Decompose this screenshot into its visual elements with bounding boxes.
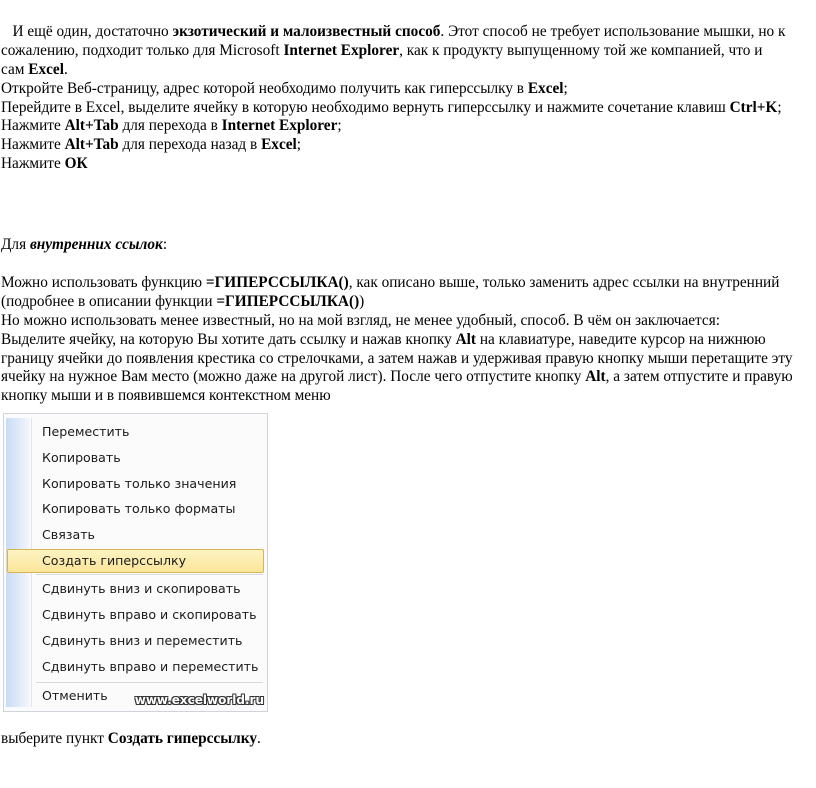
text-line (1, 350, 811, 369)
text: сожалению, подходит только для Microsoft (1, 41, 284, 59)
menu-item[interactable]: Копировать только значения (42, 476, 237, 491)
bold-text: Alt+Tab (64, 117, 119, 135)
bold-text: внутренних ссылок (29, 236, 163, 253)
text: Для (1, 236, 30, 253)
text: Откройте Веб-страницу, адрес которой необходимо получить как гиперссылку в (1, 79, 528, 97)
text: Нажмите (1, 155, 65, 173)
text: : (162, 236, 168, 253)
text-line (1, 730, 811, 749)
text: для перехода в (118, 117, 222, 135)
text: Перейдите в Excel, выделите ячейку в которую необходимо вернуть гиперссылку и нажмите сочетание клавиш (1, 98, 730, 116)
text-line (1, 312, 811, 331)
text-line (1, 80, 811, 99)
bold-text: Excel (28, 60, 64, 78)
text-line (1, 61, 811, 80)
text-line (1, 387, 811, 406)
text: И ещё один, достаточно (1, 23, 173, 40)
text: Нажмите (1, 117, 65, 135)
text: Нажмите (1, 136, 65, 154)
final-instruction (1, 730, 811, 749)
bold-text: Excel (527, 79, 564, 97)
text-line (1, 23, 811, 42)
text: Выделите ячейку, на которую Вы хотите дать ссылку и нажав кнопку (1, 330, 456, 348)
text: ячейку на нужное Вам место (можно даже на другой лист). После чего отпустите кнопку (1, 368, 586, 386)
internal-links-heading (1, 236, 811, 255)
text: выберите пункт (1, 730, 108, 747)
bold-text: Ctrl+K (729, 98, 778, 116)
text: . Этот способ не требует использование мышки, но к (440, 23, 786, 40)
menu-item[interactable]: Сдвинуть вправо и переместить (42, 659, 259, 674)
text: Можно использовать функцию (1, 274, 206, 291)
bold-text: Alt (585, 368, 606, 386)
bold-text: Alt (455, 330, 477, 348)
bold-text: Internet Explorer (221, 117, 338, 135)
text: , а затем отпустите и правую (605, 368, 793, 386)
menu-item[interactable]: Создать гиперссылку (7, 549, 264, 573)
menu-separator (36, 682, 263, 683)
bold-text: Создать гиперссылку (107, 730, 257, 747)
bold-text: Internet Explorer (283, 41, 400, 59)
menu-item[interactable]: Сдвинуть вниз и скопировать (42, 581, 241, 596)
text: сам (1, 60, 29, 78)
internal-links-paragraph (1, 274, 811, 406)
text: Но можно использовать менее известный, но на мой взгляд, не менее удобный, способ. В чём он заключается: (1, 311, 721, 329)
text-line (1, 368, 811, 387)
menu-item[interactable]: Копировать (42, 450, 121, 465)
text-line (1, 42, 811, 61)
text-line (1, 331, 811, 350)
bold-text: экзотический и малоизвестный способ (172, 23, 441, 40)
text: . (63, 60, 68, 78)
text-line (1, 155, 811, 174)
menu-item[interactable]: Переместить (42, 424, 130, 439)
menu-item[interactable]: Связать (42, 527, 95, 542)
text: , как описано выше, только заменить адрес ссылки на внутренний (348, 274, 780, 291)
bold-text: Alt+Tab (64, 136, 119, 154)
text: ; (777, 98, 782, 116)
context-menu-screenshot (3, 413, 268, 712)
text: , как к продукту выпущенному той же компанией, что и (399, 41, 763, 59)
text: (подробнее в описании функции (1, 292, 217, 310)
watermark: www.excelworld.ru (134, 693, 264, 707)
menu-item[interactable]: Сдвинуть вниз и переместить (42, 633, 243, 648)
menu-item[interactable]: Сдвинуть вправо и скопировать (42, 607, 257, 622)
bold-text: =ГИПЕРССЫЛКА() (216, 292, 360, 310)
text-line (1, 117, 811, 136)
bold-text: Excel (261, 136, 297, 154)
text: кнопку мыши и в появившемся контекстном меню (1, 387, 331, 405)
text-line (1, 293, 811, 312)
text-line (1, 236, 811, 255)
menu-item[interactable]: Копировать только форматы (42, 501, 236, 516)
text: ) (359, 292, 365, 310)
text-line (1, 136, 811, 155)
text: . (256, 730, 261, 747)
text: на клавиатуре, наведите курсор на нижнюю (476, 330, 766, 348)
bold-text: =ГИПЕРССЫЛКА() (205, 274, 349, 291)
menu-item[interactable]: Отменить (42, 688, 108, 703)
text: границу ячейки до появления крестика со стрелочками, а затем нажав и удерживая правую кнопку мыши перетащите эту (1, 349, 793, 367)
text: ; (563, 79, 568, 97)
text-line (1, 274, 811, 293)
text: ; (296, 136, 302, 154)
menu-separator (36, 574, 263, 575)
text-line (1, 99, 811, 118)
ie-method-paragraph (1, 23, 811, 174)
text: ; (337, 117, 342, 135)
text: для перехода назад в (118, 136, 262, 154)
bold-text: ОК (64, 155, 88, 173)
